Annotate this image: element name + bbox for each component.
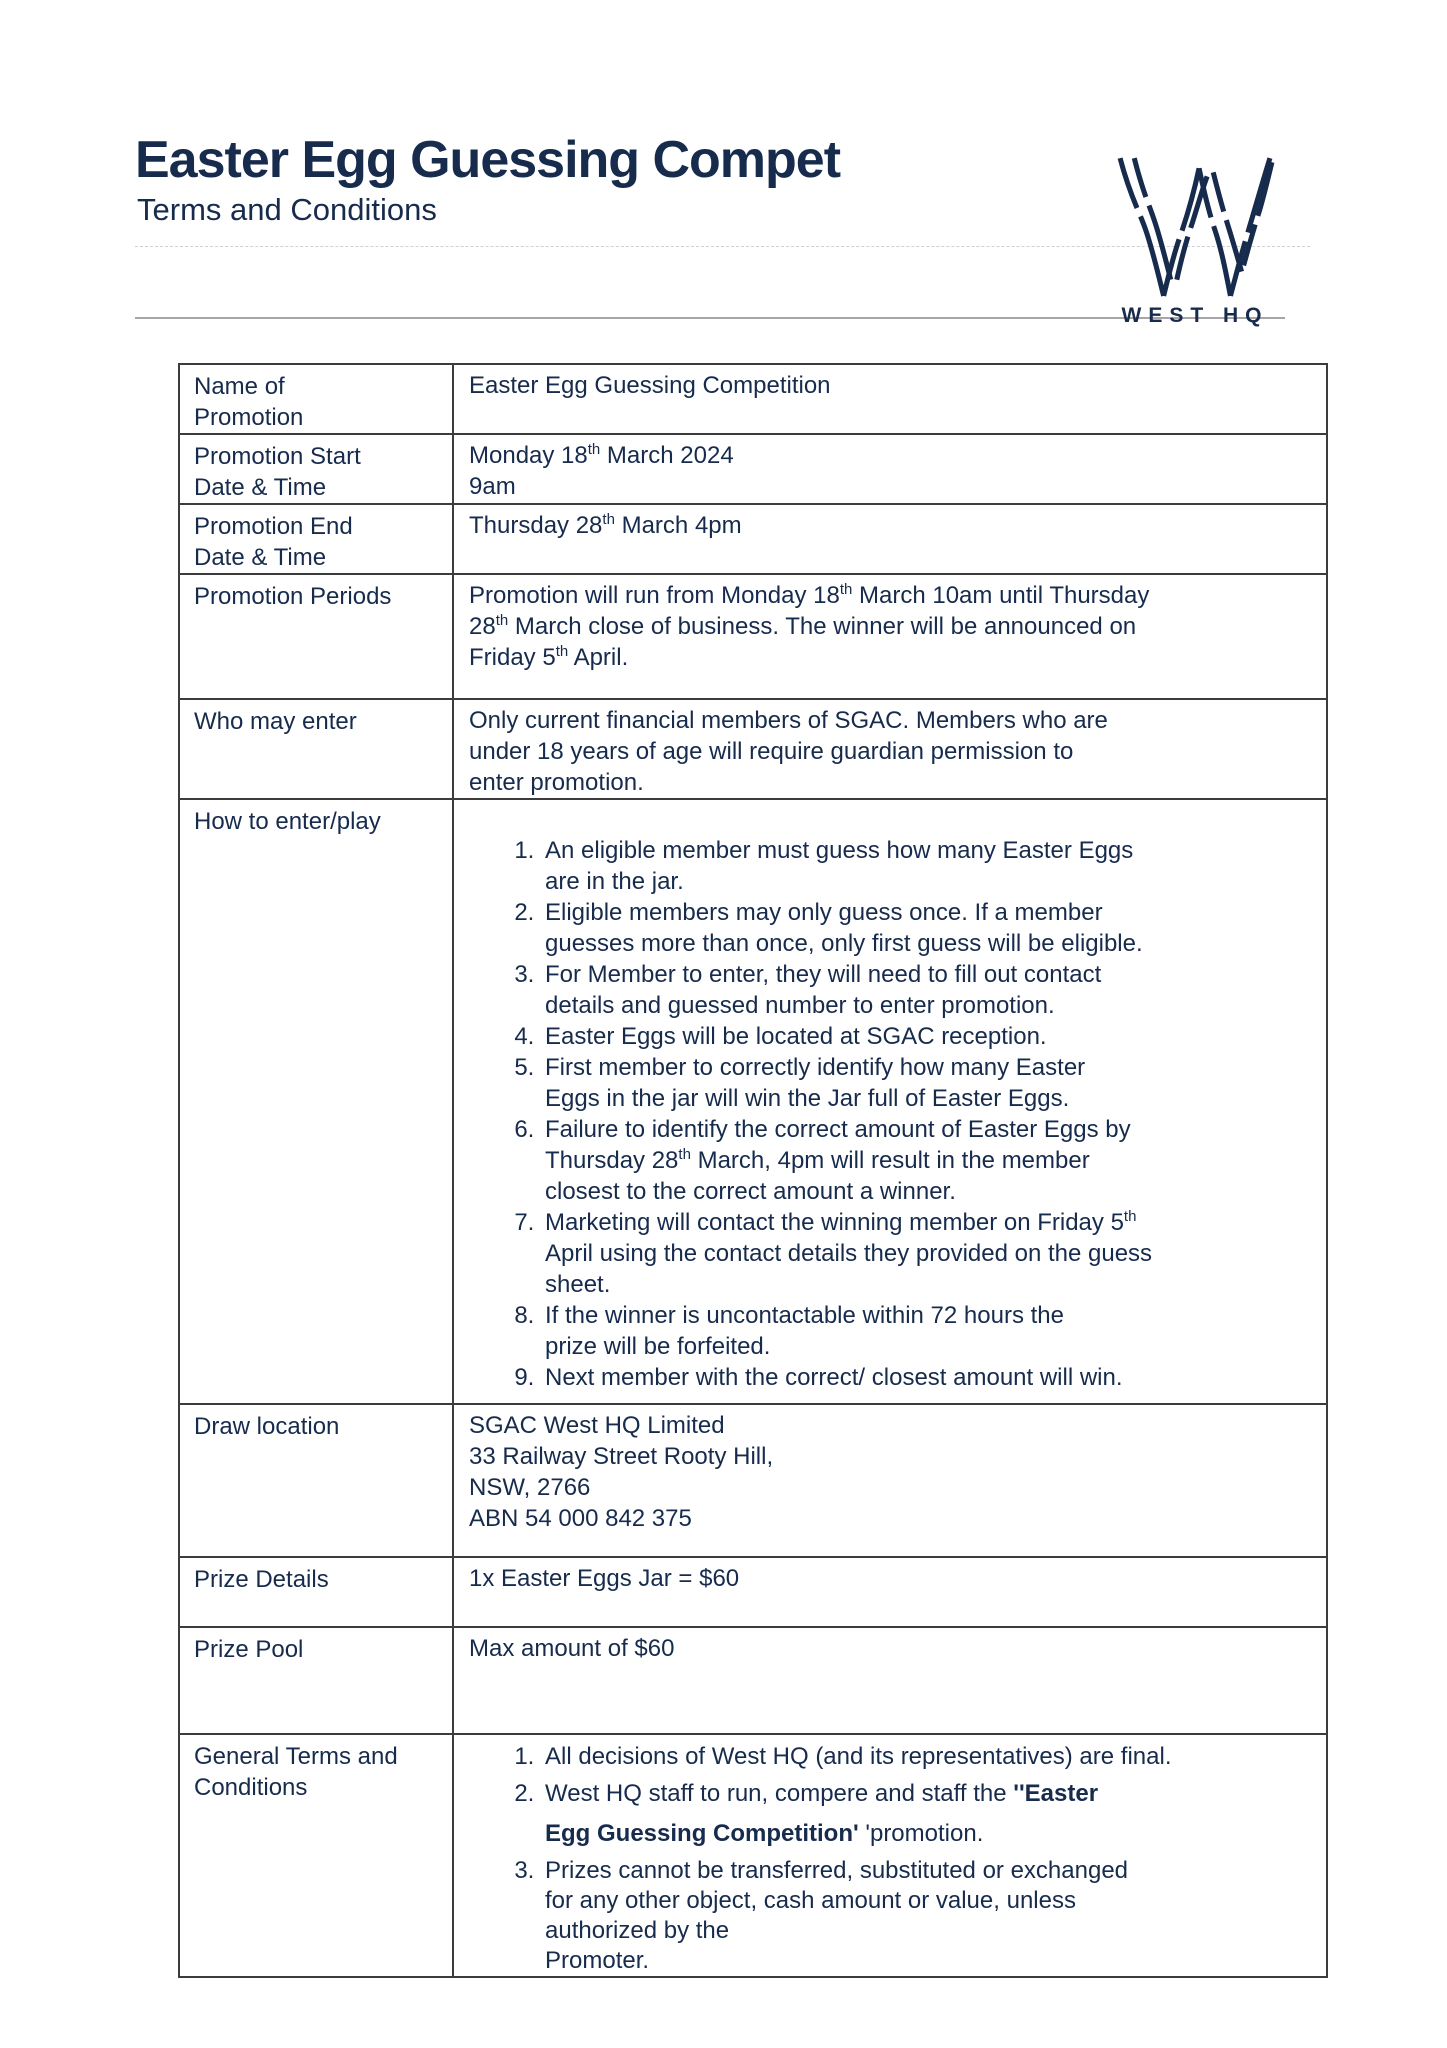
paragraph [469,510,1312,541]
list-item [541,897,1312,959]
list-item [541,1362,1312,1393]
list-item [541,1300,1312,1362]
list-item [541,1114,1312,1207]
page-subtitle: Terms and Conditions [137,192,437,227]
text-segment: Next member with the correct/ closest amount will win. [545,1364,1123,1391]
paragraph [469,471,1312,502]
row-label: Name of Promotion [179,364,453,434]
list-item [541,1774,1312,1854]
text-segment: details and guessed number to enter promotion. [545,992,1055,1019]
text-segment: April using the contact details they provided on the guess [545,1240,1153,1267]
row-label: General Terms and Conditions [179,1734,453,1977]
superscript-text: th [839,581,853,598]
text-segment: 1x Easter Eggs Jar = $60 [469,1565,740,1592]
text-segment: for any other object, cash amount or value, unless [545,1887,1076,1914]
text-segment: Easter Egg Guessing Competition [469,372,831,399]
list-item [541,1742,1312,1772]
text-segment: sheet. [545,1271,611,1298]
text-segment: Max amount of $60 [469,1635,675,1662]
text-segment: Easter Eggs will be located at SGAC reception. [545,1023,1047,1050]
text-segment: March 10am until Thursday [852,582,1150,609]
west-hq-logo [1095,156,1295,328]
paragraph [469,1410,1312,1441]
paragraph [469,580,1312,673]
row-label: How to enter/play [179,799,453,1404]
table-row [179,434,1327,504]
list-item [541,1021,1312,1052]
text-segment: April. [568,644,629,671]
paragraph [469,1503,1312,1534]
text-segment: prize will be forfeited. [545,1333,771,1360]
text-segment: March close of business. The winner will be announced on [508,613,1137,640]
terms-table [178,363,1328,1978]
table-row [179,574,1327,699]
table-row [179,1557,1327,1627]
text-segment: NSW, 2766 [469,1474,591,1501]
text-segment: March, 4pm will result in the member [690,1147,1090,1174]
row-label: Prize Pool [179,1627,453,1734]
paragraph [469,705,1312,798]
paragraph [469,1441,1312,1472]
row-content [453,434,1327,504]
table-row [179,799,1327,1404]
text-segment: SGAC West HQ Limited [469,1412,725,1439]
text-segment: 'promotion. [858,1820,984,1847]
row-content [453,1557,1327,1627]
numbered-list [469,1742,1312,1976]
text-segment: All decisions of West HQ (and its representatives) are final. [545,1743,1172,1770]
text-segment: March 2024 [600,442,734,469]
numbered-list [469,835,1312,1393]
text-segment: Egg Guessing Competition' [545,1820,859,1847]
table-row [179,364,1327,434]
text-segment: Failure to identify the correct amount of Easter Eggs by [545,1116,1131,1143]
superscript-text: th [555,643,569,660]
text-segment: Thursday 28 [469,512,603,539]
table-row [179,699,1327,799]
superscript-text: th [678,1146,691,1163]
text-segment: guesses more than once, only first guess will be eligible. [545,930,1143,957]
row-label: Promotion End Date & Time [179,504,453,574]
page-title: Easter Egg Guessing Compet [135,131,841,189]
text-segment: If the winner is uncontactable within 72 hours the [545,1302,1064,1329]
superscript-text: th [1123,1208,1137,1225]
text-segment: ''Easter [1013,1780,1099,1807]
text-segment: Eggs in the jar will win the Jar full of Easter Eggs. [545,1085,1070,1112]
table-row [179,1734,1327,1977]
text-segment: are in the jar. [545,868,684,895]
table-row [179,1627,1327,1734]
row-content [453,1734,1327,1977]
text-segment: For Member to enter, they will need to fill out contact [545,961,1102,988]
row-label: Prize Details [179,1557,453,1627]
row-label: Promotion Periods [179,574,453,699]
row-content [453,504,1327,574]
text-segment: Friday 5 [469,644,556,671]
row-label: Who may enter [179,699,453,799]
paragraph [469,440,1312,471]
row-content [453,574,1327,699]
text-segment: Thursday 28 [545,1147,679,1174]
list-item [541,959,1312,1021]
text-segment: West HQ staff to run, compere and staff the [545,1780,1014,1807]
table-row [179,504,1327,574]
text-segment: Prizes cannot be transferred, substituted or exchanged [545,1857,1129,1884]
superscript-text: th [495,612,509,629]
superscript-text: th [587,441,601,458]
west-hq-w-icon [1114,156,1276,298]
row-label: Draw location [179,1404,453,1557]
row-content [453,364,1327,434]
text-segment: Eligible members may only guess once. If a member [545,899,1103,926]
list-item [541,1052,1312,1114]
text-segment: 9am [469,473,516,500]
paragraph [469,370,1312,401]
paragraph [469,1472,1312,1503]
text-segment: ABN 54 000 842 375 [469,1505,692,1532]
text-segment: under 18 years of age will require guardian permission to [469,738,1074,765]
paragraph [469,1633,1312,1664]
text-segment: enter promotion. [469,769,644,796]
row-label: Promotion Start Date & Time [179,434,453,504]
row-content [453,1627,1327,1734]
text-segment: 28 [469,613,496,640]
text-segment: Marketing will contact the winning member on Friday 5 [545,1209,1124,1236]
row-content [453,699,1327,799]
text-segment: Only current financial members of SGAC. Members who are [469,707,1108,734]
row-content [453,1404,1327,1557]
list-item [541,1207,1312,1300]
table-row [179,1404,1327,1557]
text-segment: authorized by the [545,1917,730,1944]
text-segment: 33 Railway Street Rooty Hill, [469,1443,774,1470]
text-segment: closest to the correct amount a winner. [545,1178,956,1205]
list-item [541,835,1312,897]
superscript-text: th [602,511,615,528]
text-segment: Promoter. [545,1947,650,1974]
paragraph [469,1563,1312,1594]
text-segment: Promotion will run from Monday 18 [469,582,840,609]
text-segment: Monday 18 [469,442,588,469]
brand-name: WEST HQ [1121,304,1269,327]
row-content [453,799,1327,1404]
text-segment: First member to correctly identify how many Easter [545,1054,1086,1081]
list-item [541,1856,1312,1976]
text-segment: An eligible member must guess how many Easter Eggs [545,837,1134,864]
text-segment: March 4pm [614,512,742,539]
